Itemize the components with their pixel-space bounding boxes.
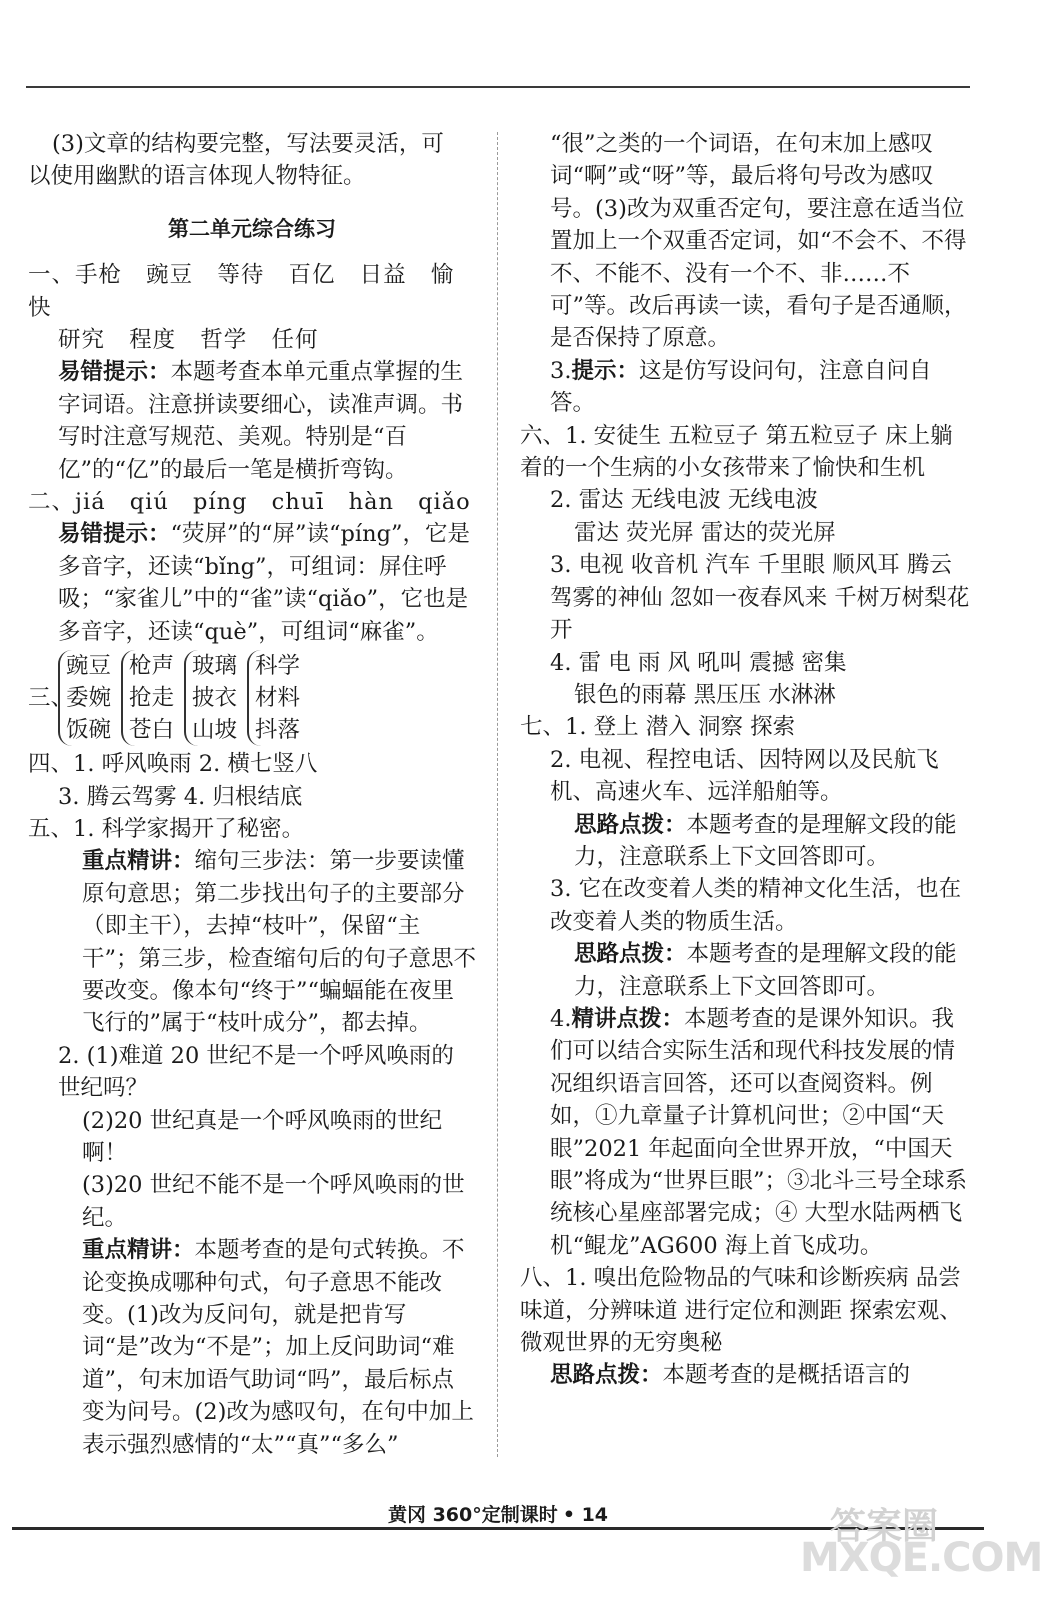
section-3-groups (28, 650, 476, 746)
section-heading: 第二单元综合练习 (168, 216, 336, 241)
answer-line: 4. 雷 电 雨 风 吼叫 震撼 密集 (550, 649, 847, 676)
key-text: 本题考查的是课外知识。我们可以结合实际生活和现代科技发展的情况组织语言回答，还可以查阅资料。例如，①九章量子计算机问世；②中国“天眼”2021 年起面向全世界开放，“中国天眼”将成为“世界巨眼”；③北斗三号全球系统核心星座部署完成；④ 大型水陆两栖飞机“鲲龙”AG600 海上首飞成功。 (550, 1005, 968, 1259)
answer-line: 1. 科学家揭开了秘密。 (73, 815, 305, 842)
word-group (184, 650, 237, 746)
group-word: 科学 (255, 653, 301, 680)
answer-line: 雷达 荧光屏 雷达的荧光屏 (574, 519, 836, 546)
hint-paragraph (520, 1359, 972, 1391)
tip-text: 这是仿写设问句，注意自问自答。 (550, 357, 932, 417)
section-number: 三、 (28, 684, 74, 711)
watermark-logo: 答案圈 (830, 1506, 939, 1547)
hint-label: 思路点拨： (574, 941, 687, 968)
word-group (247, 650, 300, 746)
group-word: 豌豆 (66, 653, 112, 680)
group-word: 委婉 (66, 685, 112, 712)
answer-item (520, 1003, 972, 1262)
answer-line: 3. 它在改变着人类的精神文化生活，也在改变着人类的物质生活。 (550, 876, 962, 935)
footer-brand: 黄冈 360°定制课时 (387, 1504, 558, 1526)
intro-line: 以使用幽默的语言体现人物特征。 (28, 163, 366, 190)
section-number: 七、 (520, 714, 566, 741)
answer-line: 1. 呼风唤雨 2. 横七竖八 (73, 751, 318, 778)
section-7 (520, 711, 972, 743)
section-6 (520, 420, 972, 485)
column-divider (497, 132, 498, 1457)
intro-line: (3)文章的结构要完整，写法要灵活，可 (52, 131, 444, 157)
answer-line: 1. 安徒生 五粒豆子 第五粒豆子 床上躺着的一个生病的小女孩带来了愉快和生机 (520, 422, 953, 482)
answer-line: 1. 嗅出危险物品的气味和诊断疾病 品尝味道，分辨味道 进行定位和测距 探索宏观、微观世界的无穷奥秘 (520, 1265, 962, 1357)
word-group (121, 650, 174, 746)
group-word: 抢走 (129, 685, 175, 712)
section-number: 二、 (28, 489, 76, 516)
section-number: 五、 (28, 815, 74, 842)
answer-line: 2. 电视、程控电话、因特网以及民航飞机、高速火车、远洋船舶等。 (550, 746, 939, 806)
word-group (58, 650, 111, 746)
key-label: 重点精讲： (82, 1237, 195, 1264)
left-column (28, 128, 476, 1461)
answer-line: 3. 电视 收音机 汽车 千里眼 顺风耳 腾云驾雾的神仙 忽如一夜春风来 千树万树梨花开 (550, 552, 970, 644)
word-list: 研究 程度 哲学 任何 (58, 327, 319, 354)
tip-paragraph (28, 356, 476, 486)
group-word: 山坡 (192, 717, 238, 744)
section-2-pinyin (28, 486, 476, 518)
section-8 (520, 1262, 972, 1359)
key-paragraph (28, 845, 476, 1039)
watermark-site: MXQE.COM (800, 1535, 1042, 1581)
section-number: 六、 (520, 422, 566, 449)
section-number: 八、 (520, 1265, 566, 1292)
group-word: 玻璃 (192, 653, 238, 680)
answer-line: 2. (1)难道 20 世纪不是一个呼风唤雨的世纪吗？ (58, 1042, 454, 1102)
hint-paragraph (520, 938, 972, 1003)
hint-label: 思路点拨： (550, 1362, 663, 1389)
section-4 (28, 748, 476, 780)
section-1-words (28, 259, 476, 324)
continued-paragraph: “很”之类的一个词语，在句末加上感叹词“啊”或“呀”等，最后将句号改为感叹号。(3)改为双重否定句，要注意在适当位置加上一个双重否定词，如“不会不、不得不、不能不、没有一个不、非……不可”等。改后再读一读，看句子是否通顺，是否保持了原意。 (550, 131, 967, 352)
right-column (520, 128, 972, 1392)
item-number: 4. (550, 1005, 572, 1032)
pinyin-list: jiá qiú píng chuī hàn qiǎo (75, 489, 471, 516)
answer-line: (3)20 世纪不能不是一个呼风唤雨的世纪。 (82, 1172, 465, 1231)
hint-text: 本题考查的是理解文段的能力，注意联系上下文回答即可。 (574, 811, 957, 870)
section-5 (28, 813, 476, 845)
top-rule (26, 86, 970, 88)
hint-text: 本题考查的是理解文段的能力，注意联系上下文回答即可。 (574, 941, 957, 1000)
key-text: 本题考查的是句式转换。不论变换成哪种句式，句子意思不能改变。(1)改为反问句，就是把肯写词“是”改为“不是”；加上反问助词“难道”，句末加语气助词“吗”，最后标点变为问号。(2)改为感叹句，在句中加上表示强烈感情的“太”“真”“多么” (82, 1237, 474, 1458)
answer-item (520, 355, 972, 420)
tip-text: 本题考查本单元重点掌握的生字词语。注意拼读要细心，读准声调。书写时注意写规范、美观。特别是“百亿”的“亿”的最后一笔是横折弯钩。 (58, 359, 464, 483)
answer-line: 银色的雨幕 黑压压 水淋淋 (574, 681, 836, 708)
answer-line: 3. 腾云驾雾 4. 归根结底 (58, 783, 303, 810)
group-word: 饭碗 (66, 717, 112, 744)
tip-text: “荧屏”的“屏”读“píng”，它是多音字，还读“bǐng”，可组词：屏住呼吸；“家雀儿”中的“雀”读“qiǎo”，它也是多音字，还读“què”，可组词“麻雀”。 (58, 521, 471, 645)
answer-line: (2)20 世纪真是一个呼风唤雨的世纪啊！ (82, 1107, 443, 1166)
hint-paragraph (520, 809, 972, 874)
tip-label: 易错提示： (58, 521, 171, 548)
word-list: 手枪 豌豆 等待 百亿 日益 愉快 (28, 262, 455, 321)
group-word: 抖落 (255, 717, 301, 744)
tip-label: 易错提示： (58, 359, 171, 386)
key-paragraph (28, 1234, 476, 1461)
tip-label: 提示： (571, 357, 639, 384)
item-number: 3. (550, 357, 572, 384)
key-label: 重点精讲： (82, 848, 195, 875)
key-text: 缩句三步法：第一步要读懂原句意思；第二步找出句子的主要部分（即主干），去掉“枝叶”，保留“主干”；第三步，检查缩句后的句子意思不要改变。像本句“终于”“蝙蝠能在夜里飞行的”属于“枝叶成分”，都去掉。 (82, 848, 477, 1037)
answer-line: 1. 登上 潜入 洞察 探索 (565, 714, 796, 741)
group-word: 披衣 (192, 685, 238, 712)
tip-paragraph (28, 518, 476, 648)
group-word: 苍白 (129, 717, 175, 744)
hint-text: 本题考查的是概括语言的 (662, 1362, 911, 1389)
section-number: 一、 (28, 262, 76, 289)
hint-label: 思路点拨： (574, 811, 687, 838)
answer-line: 2. 雷达 无线电波 无线电波 (550, 487, 818, 514)
group-word: 枪声 (129, 653, 175, 680)
page-number: • 14 (562, 1504, 609, 1526)
key-label: 精讲点拨： (571, 1005, 684, 1032)
group-word: 材料 (255, 685, 301, 712)
section-number: 四、 (28, 751, 74, 778)
